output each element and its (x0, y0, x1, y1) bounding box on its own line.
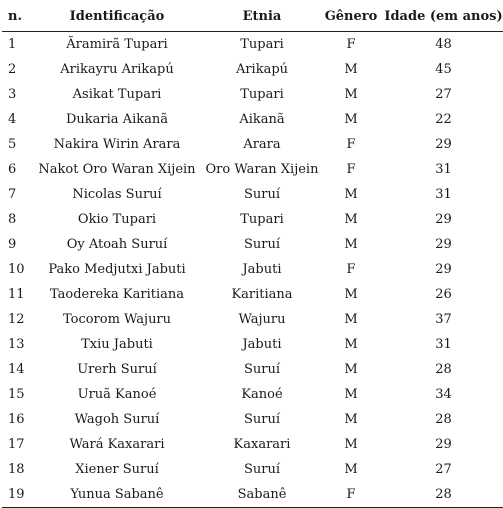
header-gender: Gênero (322, 2, 380, 32)
identification-cell: Nakot Oro Waran Xijein (38, 162, 196, 177)
age-cell: 37 (435, 312, 452, 327)
ethnicity-cell: Tupari (240, 37, 284, 52)
table-row (2, 207, 503, 232)
header-row (2, 2, 503, 32)
table-header (2, 2, 503, 32)
age-cell: 34 (435, 387, 452, 402)
gender-cell: M (344, 312, 358, 327)
age-cell: 29 (435, 237, 452, 252)
table-row (2, 357, 503, 382)
participants-table (2, 2, 503, 508)
age-cell: 29 (435, 437, 452, 452)
age-cell: 29 (435, 212, 452, 227)
ethnicity-cell: Jabuti (242, 262, 282, 277)
table-row (2, 32, 503, 58)
table-row (2, 57, 503, 82)
gender-cell: M (344, 62, 358, 77)
table-row (2, 282, 503, 307)
age-cell: 28 (435, 362, 452, 377)
row-number-cell: 4 (8, 112, 17, 127)
gender-cell: F (346, 262, 356, 277)
identification-cell: Nakira Wirin Arara (53, 137, 181, 152)
table-row (2, 107, 503, 132)
row-number-cell: 11 (8, 287, 25, 302)
row-number-cell: 8 (8, 212, 17, 227)
table-row (2, 132, 503, 157)
ethnicity-cell: Tupari (240, 212, 284, 227)
row-number-cell: 13 (8, 337, 25, 352)
ethnicity-cell: Aikanã (239, 112, 285, 127)
gender-cell: M (344, 237, 358, 252)
age-cell: 28 (380, 482, 503, 508)
identification-cell: Tocorom Wajuru (62, 312, 172, 327)
identification-cell: Txiu Jabuti (81, 337, 153, 352)
identification-cell: Wagoh Suruí (74, 412, 160, 427)
gender-cell: M (344, 362, 358, 377)
ethnicity-cell: Suruí (243, 362, 281, 377)
gender-cell: M (344, 112, 358, 127)
table-row (2, 182, 503, 207)
ethnicity-cell: Sabanê (202, 482, 322, 508)
identification-cell: Arikayru Arikapú (60, 62, 174, 77)
identification-cell: Okio Tupari (77, 212, 157, 227)
ethnicity-cell: Wajuru (238, 312, 286, 327)
age-cell: 48 (435, 37, 452, 52)
row-number-cell: 18 (8, 462, 25, 477)
identification-cell: Wará Kaxarari (69, 437, 165, 452)
table-row (2, 307, 503, 332)
identification-cell: Uruã Kanoé (77, 387, 157, 402)
ethnicity-cell: Suruí (243, 412, 281, 427)
identification-cell: Oy Atoah Suruí (66, 237, 168, 252)
ethnicity-cell: Arara (243, 137, 281, 152)
row-number-cell: 7 (8, 187, 17, 202)
gender-cell: M (344, 437, 358, 452)
table-row (2, 232, 503, 257)
age-cell: 22 (435, 112, 452, 127)
identification-cell: Urerh Suruí (77, 362, 157, 377)
table-row (2, 407, 503, 432)
age-cell: 29 (435, 137, 452, 152)
table-row (2, 257, 503, 282)
table-row (2, 157, 503, 182)
ethnicity-cell: Arikapú (235, 62, 289, 77)
gender-cell: F (346, 137, 356, 152)
row-number-cell: 19 (2, 482, 32, 508)
gender-cell: M (344, 187, 358, 202)
row-number-cell: 2 (8, 62, 17, 77)
row-number-cell: 1 (8, 37, 17, 52)
table-row (2, 332, 503, 357)
identification-cell: Pako Medjutxi Jabuti (48, 262, 186, 277)
gender-cell: M (344, 462, 358, 477)
table-row (2, 382, 503, 407)
participants-table-container (2, 2, 501, 508)
table-row (2, 82, 503, 107)
gender-cell: F (346, 162, 356, 177)
table-body (2, 32, 503, 508)
header-age: Idade (em anos) (380, 2, 503, 32)
gender-cell: F (322, 482, 380, 508)
row-number-cell: 3 (8, 87, 17, 102)
ethnicity-cell: Jabuti (242, 337, 282, 352)
age-cell: 29 (435, 262, 452, 277)
ethnicity-cell: Kaxarari (233, 437, 291, 452)
ethnicity-cell: Tupari (240, 87, 284, 102)
identification-cell: Dukaria Aikanã (66, 112, 168, 127)
identification-cell: Ãramirã Tupari (66, 37, 168, 52)
identification-cell: Nicolas Suruí (72, 187, 162, 202)
age-cell: 26 (435, 287, 452, 302)
row-number-cell: 10 (8, 262, 25, 277)
age-cell: 27 (435, 87, 452, 102)
gender-cell: M (344, 337, 358, 352)
table-row (2, 432, 503, 457)
row-number-cell: 16 (8, 412, 25, 427)
identification-cell: Asikat Tupari (72, 87, 162, 102)
gender-cell: F (346, 37, 356, 52)
row-number-cell: 14 (8, 362, 25, 377)
table-row (2, 482, 503, 508)
ethnicity-cell: Suruí (243, 237, 281, 252)
ethnicity-cell: Karitiana (231, 287, 293, 302)
age-cell: 31 (435, 162, 452, 177)
row-number-cell: 15 (8, 387, 25, 402)
gender-cell: M (344, 87, 358, 102)
row-number-cell: 12 (8, 312, 25, 327)
row-number-cell: 9 (8, 237, 17, 252)
gender-cell: M (344, 212, 358, 227)
row-number-cell: 6 (8, 162, 17, 177)
gender-cell: M (344, 412, 358, 427)
ethnicity-cell: Suruí (243, 187, 281, 202)
gender-cell: M (344, 387, 358, 402)
identification-cell: Taodereka Karitiana (49, 287, 184, 302)
age-cell: 31 (435, 187, 452, 202)
age-cell: 27 (435, 462, 452, 477)
age-cell: 28 (435, 412, 452, 427)
age-cell: 31 (435, 337, 452, 352)
age-cell: 45 (435, 62, 452, 77)
header-identification: Identificação (32, 2, 202, 32)
table-row (2, 457, 503, 482)
identification-cell: Xiener Suruí (75, 462, 159, 477)
ethnicity-cell: Suruí (243, 462, 281, 477)
row-number-cell: 17 (8, 437, 25, 452)
header-number: n. (2, 2, 32, 32)
header-ethnicity: Etnia (202, 2, 322, 32)
row-number-cell: 5 (8, 137, 17, 152)
identification-cell: Yunua Sabanê (32, 482, 202, 508)
ethnicity-cell: Oro Waran Xijein (205, 162, 319, 177)
gender-cell: M (344, 287, 358, 302)
ethnicity-cell: Kanoé (241, 387, 283, 402)
